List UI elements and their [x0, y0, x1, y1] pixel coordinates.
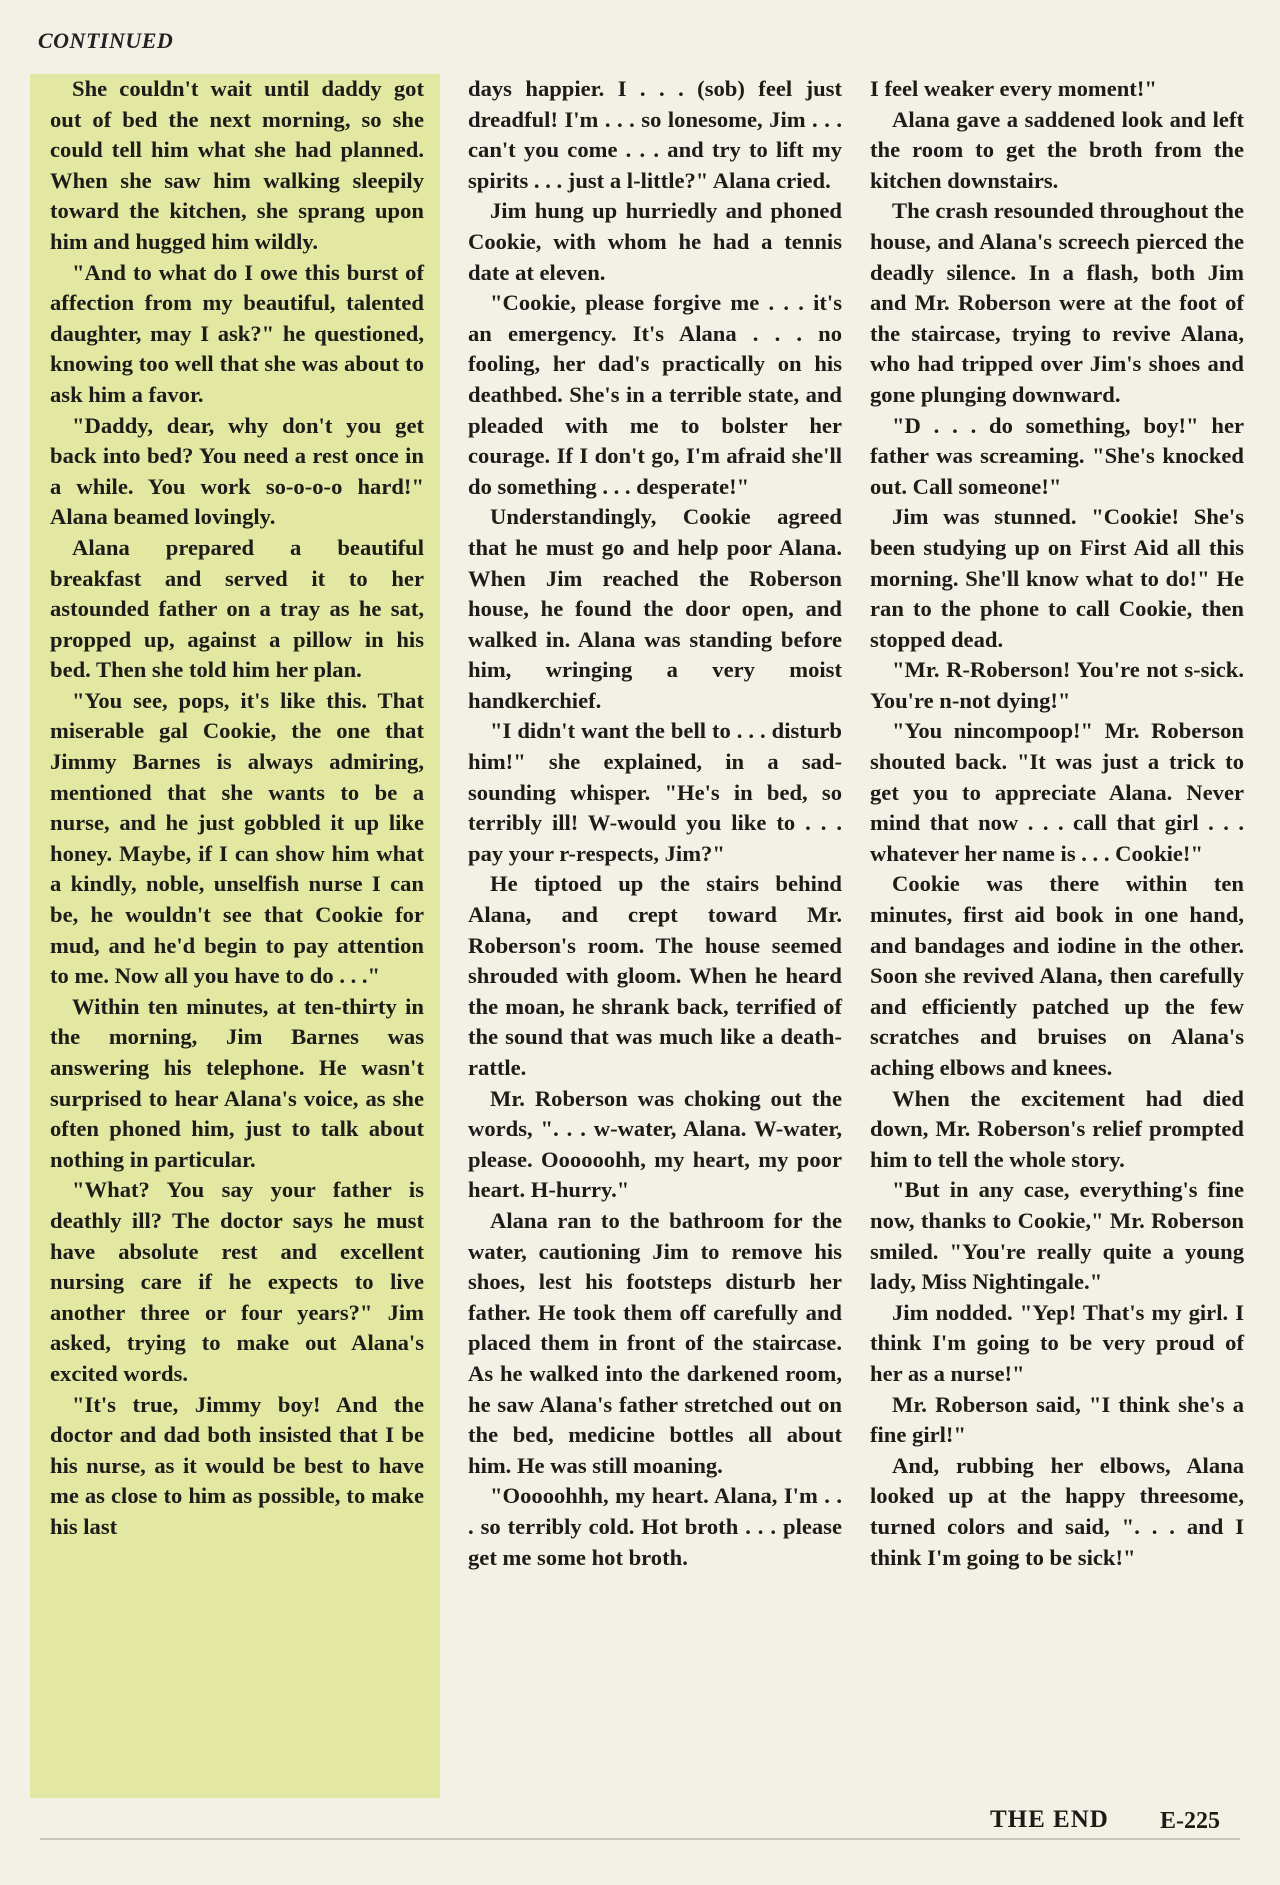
- story-paragraph: He tiptoed up the stairs behind Alana, and crept toward Mr. Roberson's room. The house seemed shrouded with gloom. When he heard the moan, he shrank back, terrified of the sound that was much like a death-rattle.: [468, 871, 842, 1080]
- story-paragraph: "Ooooohhh, my heart. Alana, I'm . . . so terribly cold. Hot broth . . . please get me some hot broth.: [468, 1483, 842, 1570]
- story-paragraph: She couldn't wait until daddy got out of bed the next morning, so she could tell him what she had planned. When she saw him walking sleepily toward the kitchen, she sprang upon him and hugged him wildly.: [50, 76, 424, 254]
- the-end-label: THE END: [990, 1806, 1109, 1833]
- story-paragraph: "But in any case, everything's fine now, thanks to Cookie," Mr. Roberson smiled. "You're really quite a young lady, Miss Nightingale.": [870, 1177, 1244, 1295]
- story-paragraph: "D . . . do something, boy!" her father was screaming. "She's knocked out. Call someone!": [870, 412, 1244, 499]
- story-paragraph: Understandingly, Cookie agreed that he must go and help poor Alana. When Jim reached the Roberson house, he found the door open, and walked in. Alana was standing before him, wringing a very moist handkerchief.: [468, 504, 842, 713]
- story-paragraph: Alana ran to the bathroom for the water, cautioning Jim to remove his shoes, lest his footsteps disturb her father. He took them off carefully and placed them in front of the staircase. As he walked into the darkened room, he saw Alana's father stretched out on the bed, medicine bottles all about him. He was still moaning.: [468, 1207, 842, 1478]
- story-paragraph: Mr. Roberson was choking out the words, ". . . w-water, Alana. W-water, please. Oooooohh, my heart, my poor heart. H-hurry.": [468, 1085, 842, 1203]
- story-paragraph: "You see, pops, it's like this. That miserable gal Cookie, the one that Jimmy Barnes is always admiring, mentioned that she wants to be a nurse, and he just gobbled it up like honey. Maybe, if I can show him what a kindly, noble, unselfish nurse I can be, he wouldn't see that Cookie for mud, and he'd begin to pay attention to me. Now all you have to do . . .": [50, 687, 424, 989]
- story-paragraph: Alana gave a saddened look and left the room to get the broth from the kitchen downstairs.: [870, 106, 1244, 193]
- story-paragraph: "Cookie, please forgive me . . . it's an emergency. It's Alana . . . no fooling, her dad's practically on his deathbed. She's in a terrible state, and pleaded with me to bolster her courage. If I don't go, I'm afraid she'll do something . . . desperate!": [468, 290, 842, 499]
- page-code: E-225: [1160, 1808, 1220, 1834]
- text-columns: [36, 74, 1244, 1798]
- story-paragraph: "And to what do I owe this burst of affection from my beautiful, talented daughter, may I ask?" he questioned, knowing too well that she was about to ask him a favor.: [50, 259, 424, 407]
- story-paragraph: Cookie was there within ten minutes, first aid book in one hand, and bandages and iodine in the other. Soon she revived Alana, then carefully and efficiently patched up the few scratches and bruises on Alana's aching elbows and knees.: [870, 871, 1244, 1080]
- page-footer: [0, 1806, 1280, 1846]
- bottom-rule: [40, 1838, 1240, 1840]
- story-paragraph: Within ten minutes, at ten-thirty in the morning, Jim Barnes was answering his telephone. He wasn't surprised to hear Alana's voice, as she often phoned him, just to talk about nothing in particular.: [50, 993, 424, 1172]
- story-paragraph: The crash resounded throughout the house, and Alana's screech pierced the deadly silence. In a flash, both Jim and Mr. Roberson were at the foot of the staircase, trying to revive Alana, who had tripped over Jim's shoes and gone plunging downward.: [870, 198, 1244, 407]
- story-paragraph: Jim nodded. "Yep! That's my girl. I think I'm going to be very proud of her as a nurse!": [870, 1299, 1244, 1386]
- continued-label: CONTINUED: [38, 28, 174, 53]
- story-paragraph: And, rubbing her elbows, Alana looked up at the happy threesome, turned colors and said, ". . . and I think I'm going to be sick!": [870, 1452, 1244, 1570]
- story-paragraph: Jim hung up hurriedly and phoned Cookie, with whom he had a tennis date at eleven.: [468, 198, 842, 285]
- story-paragraph: Mr. Roberson said, "I think she's a fine girl!": [870, 1391, 1244, 1448]
- column-2: [468, 74, 842, 1798]
- story-paragraph: I feel weaker every moment!": [870, 76, 1157, 101]
- story-paragraph: days happier. I . . . (sob) feel just dreadful! I'm . . . so lonesome, Jim . . . can't you come . . . and try to lift my spirits . . . just a l-little?" Alana cried.: [468, 76, 842, 193]
- story-paragraph: "What? You say your father is deathly ill? The doctor says he must have absolute rest and excellent nursing care if he expects to live another three or four years?" Jim asked, trying to make out Alana's excited words.: [50, 1177, 424, 1386]
- column-3: [870, 74, 1244, 1798]
- story-paragraph: Alana prepared a beautiful breakfast and served it to her astounded father on a tray as he sat, propped up, against a pillow in his bed. Then she told him her plan.: [50, 534, 424, 683]
- story-paragraph: "You nincompoop!" Mr. Roberson shouted back. "It was just a trick to get you to appreciate Alana. Never mind that now . . . call that girl . . . whatever her name is . . . Cookie!": [870, 718, 1244, 866]
- story-paragraph: "Mr. R-Roberson! You're not s-sick. You're n-not dying!": [870, 657, 1244, 713]
- story-paragraph: "It's true, Jimmy boy! And the doctor and dad both insisted that I be his nurse, as it would be best to have me as close to him as possible, to make his last: [50, 1391, 424, 1539]
- story-paragraph: "I didn't want the bell to . . . disturb him!" she explained, in a sad-sounding whisper. "He's in bed, so terribly ill! W-would you like to . . . pay your r-respects, Jim?": [468, 718, 842, 866]
- story-paragraph: "Daddy, dear, why don't you get back into bed? You need a rest once in a while. You work so-o-o-o hard!" Alana beamed lovingly.: [50, 412, 424, 530]
- column-1: [30, 74, 440, 1798]
- story-paragraph: When the excitement had died down, Mr. Roberson's relief prompted him to tell the whole story.: [870, 1085, 1244, 1172]
- story-paragraph: Jim was stunned. "Cookie! She's been studying up on First Aid all this morning. She'll know what to do!" He ran to the phone to call Cookie, then stopped dead.: [870, 504, 1244, 652]
